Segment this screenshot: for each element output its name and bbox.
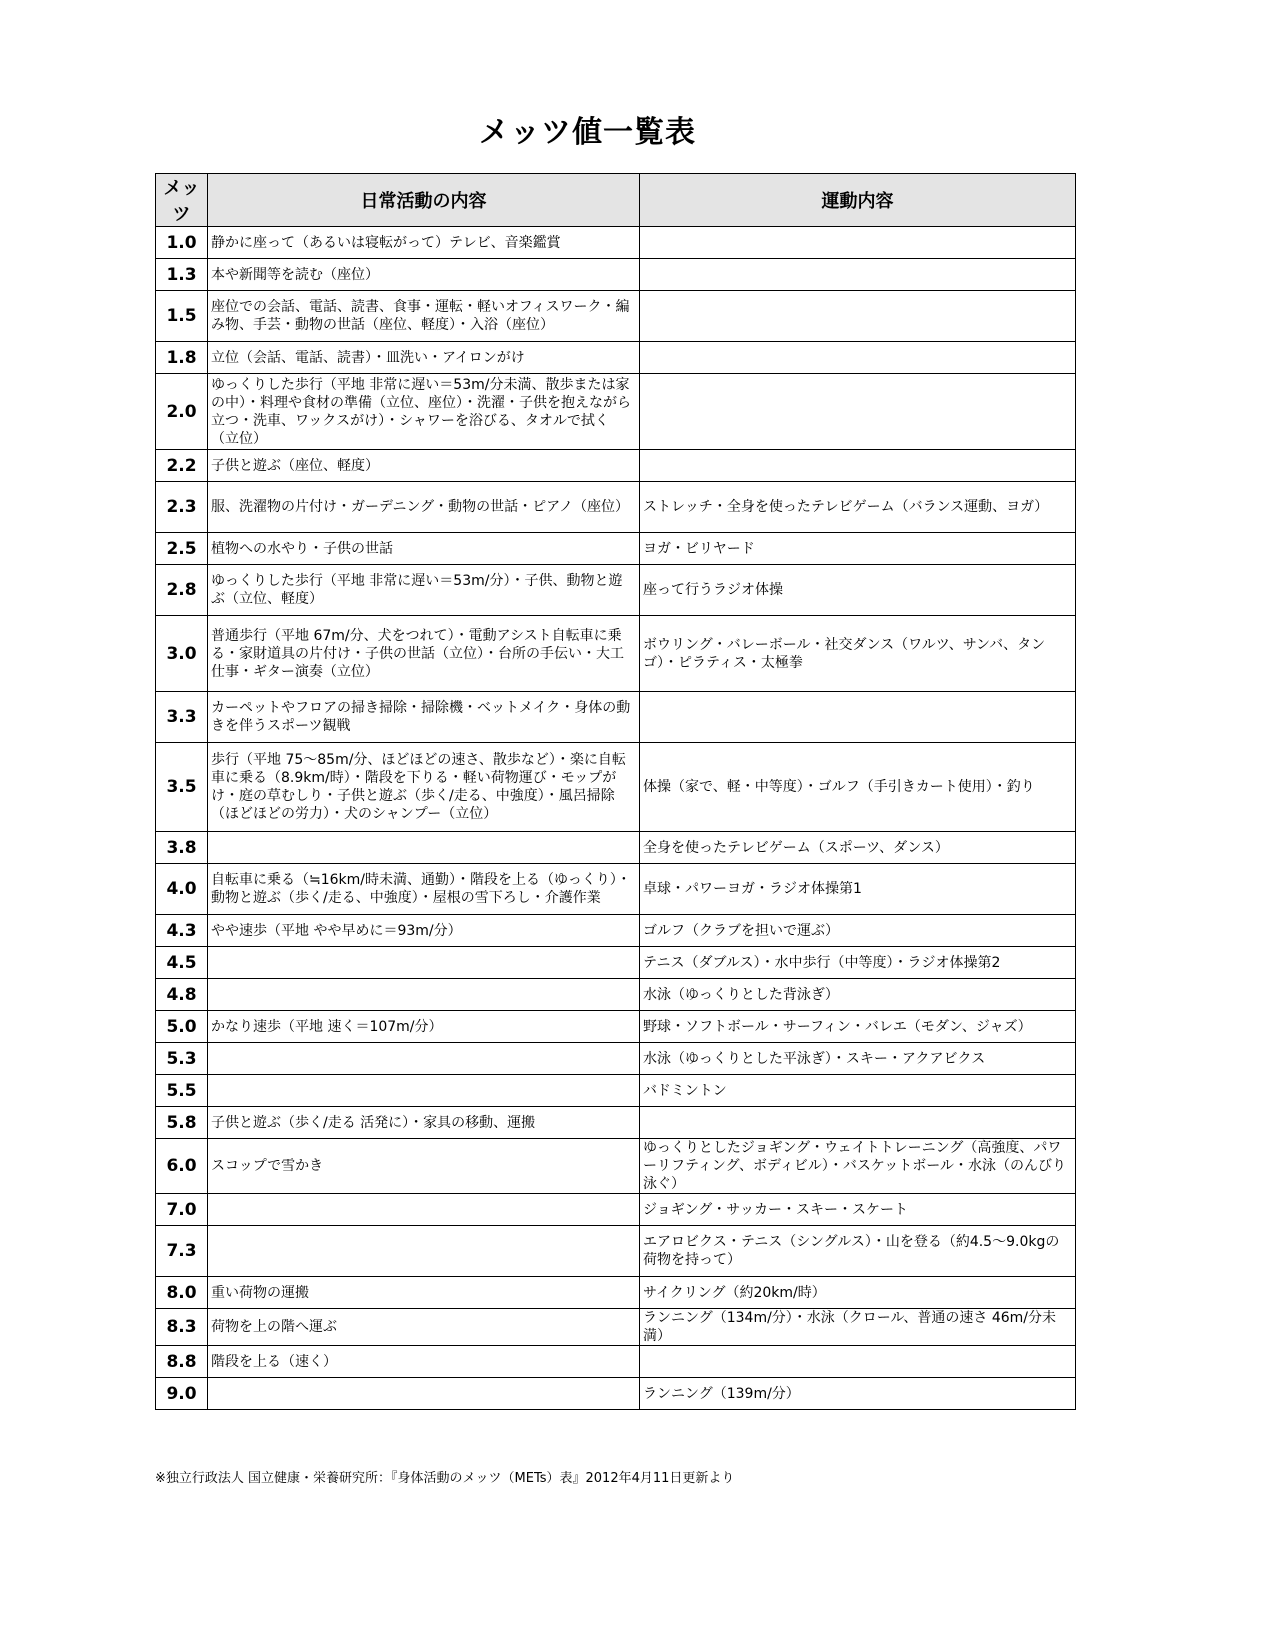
exercise-cell bbox=[640, 1346, 1076, 1378]
exercise-cell: エアロビクス・テニス（シングルス）・山を登る（約4.5～9.0kgの荷物を持って） bbox=[640, 1226, 1076, 1277]
table-row bbox=[156, 915, 1076, 947]
mets-value: 5.0 bbox=[156, 1011, 208, 1043]
daily-activity-cell: 座位での会話、電話、読書、食事・運転・軽いオフィスワーク・編み物、手芸・動物の世話（座位、軽度）・入浴（座位） bbox=[208, 291, 640, 342]
mets-value: 3.0 bbox=[156, 616, 208, 692]
daily-activity-cell bbox=[208, 1075, 640, 1107]
mets-value: 7.3 bbox=[156, 1226, 208, 1277]
table-row bbox=[156, 227, 1076, 259]
exercise-cell: ボウリング・バレーボール・社交ダンス（ワルツ、サンバ、タンゴ）・ピラティス・太極拳 bbox=[640, 616, 1076, 692]
table-row bbox=[156, 1226, 1076, 1277]
table-row bbox=[156, 1011, 1076, 1043]
mets-value: 2.5 bbox=[156, 533, 208, 565]
daily-activity-cell: 階段を上る（速く） bbox=[208, 1346, 640, 1378]
table-row bbox=[156, 1378, 1076, 1410]
table-row bbox=[156, 450, 1076, 482]
daily-activity-cell: かなり速歩（平地 速く＝107m/分） bbox=[208, 1011, 640, 1043]
mets-value: 3.5 bbox=[156, 743, 208, 832]
exercise-cell: テニス（ダブルス）・水中歩行（中等度）・ラジオ体操第2 bbox=[640, 947, 1076, 979]
daily-activity-cell: 重い荷物の運搬 bbox=[208, 1277, 640, 1309]
table-row bbox=[156, 832, 1076, 864]
header-daily-activity: 日常活動の内容 bbox=[208, 174, 640, 227]
daily-activity-cell: 子供と遊ぶ（座位、軽度） bbox=[208, 450, 640, 482]
source-footnote: ※独立行政法人 国立健康・栄養研究所：『身体活動のメッツ（METs）表』2012年4月11日更新より bbox=[155, 1471, 735, 1486]
daily-activity-cell bbox=[208, 1043, 640, 1075]
page-title: メッツ値一覧表 bbox=[479, 115, 696, 150]
exercise-cell bbox=[640, 1107, 1076, 1139]
mets-value: 5.8 bbox=[156, 1107, 208, 1139]
daily-activity-cell: 植物への水やり・子供の世話 bbox=[208, 533, 640, 565]
exercise-cell bbox=[640, 259, 1076, 291]
mets-value: 1.0 bbox=[156, 227, 208, 259]
exercise-cell bbox=[640, 227, 1076, 259]
table-row bbox=[156, 692, 1076, 743]
daily-activity-cell bbox=[208, 1226, 640, 1277]
exercise-cell: 水泳（ゆっくりとした背泳ぎ） bbox=[640, 979, 1076, 1011]
table-row bbox=[156, 482, 1076, 533]
mets-value: 6.0 bbox=[156, 1139, 208, 1194]
daily-activity-cell: 静かに座って（あるいは寝転がって）テレビ、音楽鑑賞 bbox=[208, 227, 640, 259]
daily-activity-cell: スコップで雪かき bbox=[208, 1139, 640, 1194]
table-row bbox=[156, 1107, 1076, 1139]
daily-activity-cell: ゆっくりした歩行（平地 非常に遅い＝53m/分）・子供、動物と遊ぶ（立位、軽度） bbox=[208, 565, 640, 616]
table-row bbox=[156, 743, 1076, 832]
exercise-cell: ヨガ・ビリヤード bbox=[640, 533, 1076, 565]
mets-value: 5.5 bbox=[156, 1075, 208, 1107]
daily-activity-cell: 自転車に乗る（≒16km/時未満、通勤）・階段を上る（ゆっくり）・動物と遊ぶ（歩く/走る、中強度）・屋根の雪下ろし・介護作業 bbox=[208, 864, 640, 915]
header-mets: メッツ bbox=[156, 174, 208, 227]
daily-activity-cell: カーペットやフロアの掃き掃除・掃除機・ベットメイク・身体の動きを伴うスポーツ観戦 bbox=[208, 692, 640, 743]
table-row bbox=[156, 291, 1076, 342]
mets-value: 2.2 bbox=[156, 450, 208, 482]
exercise-cell: ゴルフ（クラブを担いで運ぶ） bbox=[640, 915, 1076, 947]
mets-value: 8.0 bbox=[156, 1277, 208, 1309]
table-row bbox=[156, 1075, 1076, 1107]
mets-value: 5.3 bbox=[156, 1043, 208, 1075]
mets-value: 8.3 bbox=[156, 1309, 208, 1346]
table-row bbox=[156, 342, 1076, 374]
mets-value: 4.5 bbox=[156, 947, 208, 979]
table-row bbox=[156, 1309, 1076, 1346]
exercise-cell bbox=[640, 374, 1076, 450]
exercise-cell: バドミントン bbox=[640, 1075, 1076, 1107]
exercise-cell: 野球・ソフトボール・サーフィン・バレエ（モダン、ジャズ） bbox=[640, 1011, 1076, 1043]
mets-table bbox=[155, 173, 1076, 1410]
mets-value: 7.0 bbox=[156, 1194, 208, 1226]
mets-value: 2.8 bbox=[156, 565, 208, 616]
exercise-cell: ジョギング・サッカー・スキー・スケート bbox=[640, 1194, 1076, 1226]
exercise-cell bbox=[640, 342, 1076, 374]
mets-value: 3.3 bbox=[156, 692, 208, 743]
daily-activity-cell bbox=[208, 832, 640, 864]
table-row bbox=[156, 259, 1076, 291]
daily-activity-cell: 本や新聞等を読む（座位） bbox=[208, 259, 640, 291]
table-row bbox=[156, 1043, 1076, 1075]
daily-activity-cell: 歩行（平地 75～85m/分、ほどほどの速さ、散歩など）・楽に自転車に乗る（8.9km/時）・階段を下りる・軽い荷物運び・モップがけ・庭の草むしり・子供と遊ぶ（歩く/走る、中強度）・風呂掃除（ほどほどの労力）・犬のシャンプー（立位） bbox=[208, 743, 640, 832]
table-row bbox=[156, 1346, 1076, 1378]
mets-value: 4.0 bbox=[156, 864, 208, 915]
table-row bbox=[156, 1139, 1076, 1194]
mets-value: 1.5 bbox=[156, 291, 208, 342]
exercise-cell: 卓球・パワーヨガ・ラジオ体操第1 bbox=[640, 864, 1076, 915]
table-row bbox=[156, 1277, 1076, 1309]
mets-value: 1.8 bbox=[156, 342, 208, 374]
exercise-cell: ランニング（134m/分）・水泳（クロール、普通の速さ 46m/分未満） bbox=[640, 1309, 1076, 1346]
daily-activity-cell: ゆっくりした歩行（平地 非常に遅い＝53m/分未満、散歩または家の中）・料理や食材の準備（立位、座位）・洗濯・子供を抱えながら立つ・洗車、ワックスがけ）・シャワーを浴びる、タオルで拭く（立位） bbox=[208, 374, 640, 450]
daily-activity-cell bbox=[208, 979, 640, 1011]
mets-value: 2.0 bbox=[156, 374, 208, 450]
mets-value: 2.3 bbox=[156, 482, 208, 533]
table-header-row bbox=[156, 174, 1076, 227]
exercise-cell bbox=[640, 291, 1076, 342]
table-row bbox=[156, 533, 1076, 565]
mets-value: 8.8 bbox=[156, 1346, 208, 1378]
daily-activity-cell: 普通歩行（平地 67m/分、犬をつれて）・電動アシスト自転車に乗る・家財道具の片付け・子供の世話（立位）・台所の手伝い・大工仕事・ギター演奏（立位） bbox=[208, 616, 640, 692]
table-row bbox=[156, 565, 1076, 616]
daily-activity-cell bbox=[208, 1194, 640, 1226]
exercise-cell: 全身を使ったテレビゲーム（スポーツ、ダンス） bbox=[640, 832, 1076, 864]
daily-activity-cell: 荷物を上の階へ運ぶ bbox=[208, 1309, 640, 1346]
exercise-cell bbox=[640, 692, 1076, 743]
table-row bbox=[156, 1194, 1076, 1226]
table-row bbox=[156, 374, 1076, 450]
exercise-cell: サイクリング（約20km/時） bbox=[640, 1277, 1076, 1309]
daily-activity-cell bbox=[208, 947, 640, 979]
exercise-cell: ランニング（139m/分） bbox=[640, 1378, 1076, 1410]
daily-activity-cell: 子供と遊ぶ（歩く/走る 活発に）・家具の移動、運搬 bbox=[208, 1107, 640, 1139]
mets-value: 4.3 bbox=[156, 915, 208, 947]
daily-activity-cell bbox=[208, 1378, 640, 1410]
table-row bbox=[156, 979, 1076, 1011]
mets-value: 9.0 bbox=[156, 1378, 208, 1410]
header-exercise: 運動内容 bbox=[640, 174, 1076, 227]
mets-value: 4.8 bbox=[156, 979, 208, 1011]
exercise-cell: 座って行うラジオ体操 bbox=[640, 565, 1076, 616]
exercise-cell: ストレッチ・全身を使ったテレビゲーム（バランス運動、ヨガ） bbox=[640, 482, 1076, 533]
table-row bbox=[156, 864, 1076, 915]
exercise-cell: ゆっくりとしたジョギング・ウェイトトレーニング（高強度、パワーリフティング、ボディビル）・バスケットボール・水泳（のんびり泳ぐ） bbox=[640, 1139, 1076, 1194]
mets-value: 3.8 bbox=[156, 832, 208, 864]
exercise-cell: 体操（家で、軽・中等度）・ゴルフ（手引きカート使用）・釣り bbox=[640, 743, 1076, 832]
exercise-cell: 水泳（ゆっくりとした平泳ぎ）・スキー・アクアビクス bbox=[640, 1043, 1076, 1075]
daily-activity-cell: やや速歩（平地 やや早めに＝93m/分） bbox=[208, 915, 640, 947]
daily-activity-cell: 服、洗濯物の片付け・ガーデニング・動物の世話・ピアノ（座位） bbox=[208, 482, 640, 533]
exercise-cell bbox=[640, 450, 1076, 482]
daily-activity-cell: 立位（会話、電話、読書）・皿洗い・アイロンがけ bbox=[208, 342, 640, 374]
table-row bbox=[156, 616, 1076, 692]
mets-value: 1.3 bbox=[156, 259, 208, 291]
table-row bbox=[156, 947, 1076, 979]
